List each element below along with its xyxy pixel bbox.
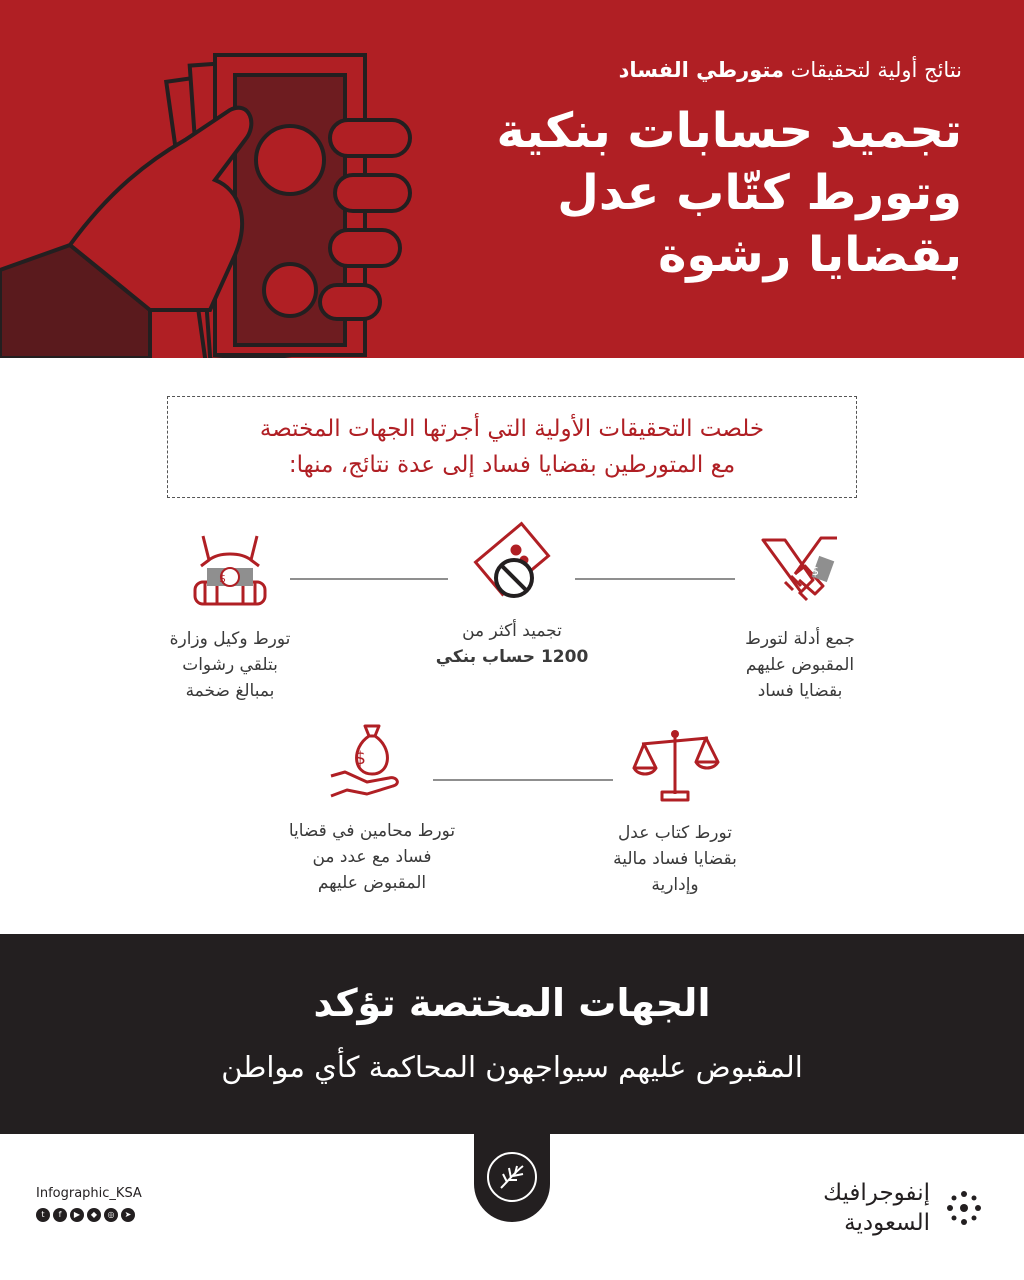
result-item: [130, 530, 330, 704]
page-title: [362, 100, 962, 286]
result-item: [700, 530, 900, 704]
youtube-icon[interactable]: ▶: [70, 1208, 84, 1222]
result-line: المقبوض عليهم: [317, 873, 427, 893]
result-line: بقضايا فساد مالية: [613, 849, 737, 869]
svg-text:$: $: [219, 572, 226, 585]
brand-logo: [823, 1178, 984, 1238]
result-line: تورط محامين في قضايا: [288, 821, 456, 841]
result-text: [700, 626, 900, 704]
svg-text:$: $: [354, 748, 366, 769]
intro-line: مع المتورطين بقضايا فساد إلى عدة نتائج، منها:: [288, 452, 736, 478]
handshake-icon: [755, 530, 845, 610]
emblem-tab: [474, 1132, 550, 1222]
result-line: فساد مع عدد من: [312, 847, 432, 867]
brand-line: إنفوجرافيك: [823, 1180, 930, 1206]
intro-box: [167, 396, 857, 498]
brand-line: السعودية: [844, 1210, 930, 1236]
result-line: تورط كتاب عدل: [617, 823, 733, 843]
result-line: تجميد أكثر من: [462, 621, 562, 641]
result-line: بمبالغ ضخمة: [185, 681, 275, 701]
kicker-prefix: نتائج أولية لتحقيقات: [790, 58, 962, 82]
handcuffed-money-icon: [185, 530, 275, 610]
brand-dots-icon: [944, 1188, 984, 1228]
snapchat-icon[interactable]: ◆: [87, 1208, 101, 1222]
frozen-money-icon: [464, 520, 560, 610]
result-line: بتلقي رشوات: [182, 655, 278, 675]
result-line: بقضايا فساد: [757, 681, 843, 701]
telegram-icon[interactable]: ➤: [121, 1208, 135, 1222]
header-banner: [0, 0, 1024, 358]
conclusion-subtitle: المقبوض عليهم سيواجهون المحاكمة كأي مواطن: [221, 1050, 803, 1084]
header-text: [362, 52, 962, 286]
conclusion-band: [0, 934, 1024, 1134]
result-text: [575, 820, 775, 898]
result-line: تورط وكيل وزارة: [169, 629, 291, 649]
result-text: [412, 618, 612, 670]
intro-line: خلصت التحقيقات الأولية التي أجرتها الجهات المختصة: [259, 416, 765, 442]
result-item: [412, 520, 612, 670]
twitter-icon[interactable]: t: [36, 1208, 50, 1222]
result-item: [272, 720, 472, 896]
result-line: وإدارية: [651, 875, 699, 895]
result-line: 1200 حساب بنكي: [435, 647, 589, 667]
conclusion-title: الجهات المختصة تؤكد: [313, 981, 711, 1025]
header-kicker: [362, 52, 962, 88]
kicker-bold: متورطي الفساد: [618, 58, 784, 82]
scales-of-justice-icon: [630, 728, 720, 804]
facebook-icon[interactable]: f: [53, 1208, 67, 1222]
result-text: [130, 626, 330, 704]
result-line: جمع أدلة لتورط: [745, 629, 855, 649]
title-line: وتورط كتّاب عدل: [557, 165, 962, 221]
palm-emblem-icon: [487, 1152, 537, 1202]
svg-text:$: $: [811, 564, 819, 578]
money-bag-hand-icon: [327, 720, 417, 802]
social-handle[interactable]: Infographic_KSA: [36, 1186, 142, 1201]
instagram-icon[interactable]: ◎: [104, 1208, 118, 1222]
result-item: [575, 728, 775, 898]
social-icons: [36, 1208, 135, 1222]
result-text: [272, 818, 472, 896]
result-line: المقبوض عليهم: [745, 655, 855, 675]
brand-name: [823, 1178, 930, 1238]
title-line: تجميد حسابات بنكية: [496, 103, 962, 159]
title-line: بقضايا رشوة: [658, 227, 962, 283]
